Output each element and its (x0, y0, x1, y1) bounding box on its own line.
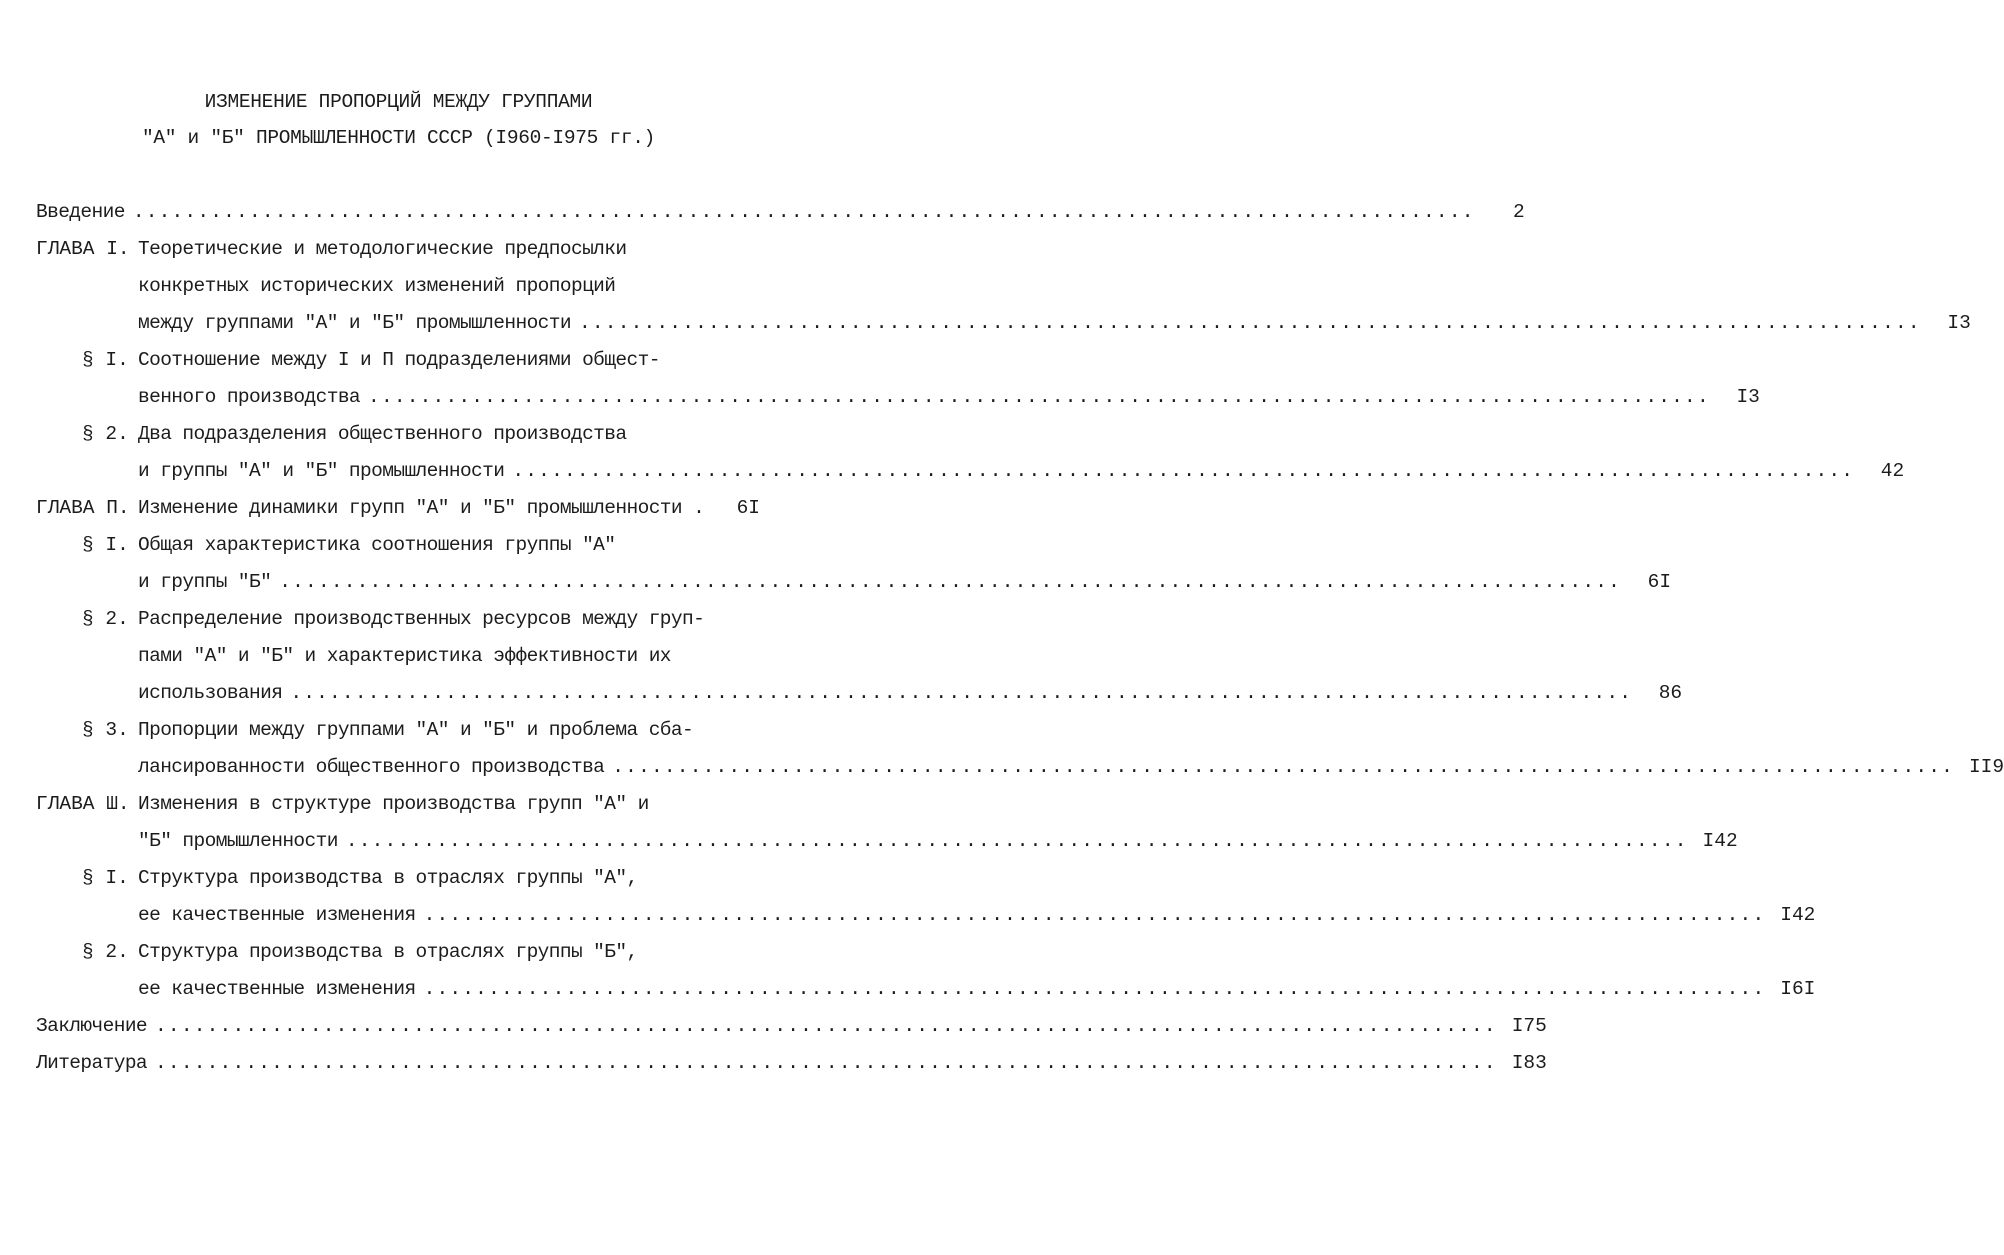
page-number: I42 (1702, 830, 1738, 852)
toc-entry-continuation (36, 379, 1760, 416)
toc-entry-text: Теоретические и методологические предпосылки (138, 238, 627, 260)
toc-entry-text: Структура производства в отраслях группы "Б", (138, 941, 638, 963)
dot-leader: ........................................................................................................ (279, 571, 1622, 593)
toc-entry-text: между группами "А" и "Б" промышленности (138, 312, 571, 334)
page-number: 6I (1647, 571, 1672, 593)
dot-leader: ........................................................................................................ (155, 1015, 1497, 1037)
dot-leader: ........................................................................................................ (368, 386, 1710, 408)
page-number: I3 (1947, 312, 1971, 334)
dot-leader: ........................................................................................................ (132, 201, 1475, 223)
page-number: 6I (736, 497, 760, 519)
dot-leader: ........................................................................................................ (423, 904, 1766, 926)
toc-entry-chapter-3 (36, 786, 760, 823)
toc-entry-text: Изменения в структуре производства групп "А" и (138, 793, 649, 815)
dot-leader: ........................................................................................................ (345, 830, 1688, 852)
toc-entry-text: "Б" промышленности (138, 830, 338, 852)
toc-entry-continuation (36, 675, 1683, 712)
title-line-1: ИЗМЕНЕНИЕ ПРОПОРЦИЙ МЕЖДУ ГРУППАМИ (204, 91, 593, 113)
toc-entry-text: Два подразделения общественного производства (138, 423, 627, 445)
chapter-label: ГЛАВА П. (36, 497, 130, 519)
toc-entry-text: пами "А" и "Б" и характеристика эффективности их (138, 645, 671, 667)
toc-entry-text: Изменение динамики групп "А" и "Б" промышленности . (138, 497, 705, 519)
toc-entry-text: ее качественные изменения (138, 904, 416, 926)
document-title (0, 84, 797, 156)
page-number: I83 (1511, 1052, 1547, 1074)
title-line-2: "А" и "Б" ПРОМЫШЛЕННОСТИ СССР (I960-I975 гг.) (141, 127, 656, 149)
section-label: § I. (82, 867, 129, 889)
toc-entry-continuation (36, 638, 760, 675)
dot-leader: ........................................................................................................ (155, 1052, 1497, 1074)
toc-entry-text: Соотношение между I и П подразделениями общест- (138, 349, 660, 371)
toc-entry-literature (36, 1045, 1547, 1082)
toc-entry-intro (36, 194, 1525, 231)
toc-entry-continuation (36, 268, 760, 305)
toc-entry-chapter-2 (36, 490, 760, 527)
toc-entry-text: Структура производства в отраслях группы "А", (138, 867, 638, 889)
toc-entry-continuation (36, 971, 1816, 1008)
toc-entry-continuation (36, 749, 2004, 786)
toc-entry-section-3-1 (36, 860, 760, 897)
toc-entry-section-1-2 (36, 416, 760, 453)
dot-leader: ........................................................................................................ (578, 312, 1921, 334)
dot-leader: ........................................................................................................ (290, 682, 1633, 704)
section-label: § 3. (82, 719, 129, 741)
chapter-label: ГЛАВА I. (36, 238, 130, 260)
page-number: I75 (1511, 1015, 1547, 1037)
toc-entry-text: использования (138, 682, 283, 704)
toc-entry-section-3-2 (36, 934, 760, 971)
toc-entry-section-2-3 (36, 712, 760, 749)
table-of-contents (36, 194, 2004, 1082)
toc-entry-text: Заключение (36, 1015, 148, 1037)
page-number: I42 (1780, 904, 1816, 926)
toc-entry-chapter-1 (36, 231, 760, 268)
page-number: II9 (1968, 756, 2004, 778)
toc-entry-section-2-2 (36, 601, 760, 638)
toc-entry-text: и группы "А" и "Б" промышленности (138, 460, 505, 482)
section-label: § I. (82, 534, 129, 556)
page-number: I6I (1780, 978, 1816, 1000)
toc-entry-continuation (36, 305, 1971, 342)
page-number: 86 (1658, 682, 1683, 704)
chapter-label: ГЛАВА Ш. (36, 793, 130, 815)
toc-entry-text: конкретных исторических изменений пропорций (138, 275, 616, 297)
toc-entry-text: и группы "Б" (138, 571, 272, 593)
section-label: § 2. (82, 423, 129, 445)
toc-entry-text: ее качественные изменения (138, 978, 416, 1000)
toc-entry-section-1-1 (36, 342, 760, 379)
toc-entry-text: Пропорции между группами "А" и "Б" и проблема сба- (138, 719, 694, 741)
toc-entry-continuation (36, 897, 1816, 934)
page-number: 42 (1880, 460, 1905, 482)
page-number: I3 (1736, 386, 1760, 408)
toc-entry-continuation (36, 823, 1738, 860)
dot-leader: ........................................................................................................ (512, 460, 1855, 482)
dot-leader: ........................................................................................................ (423, 978, 1766, 1000)
toc-entry-text: венного производства (138, 386, 361, 408)
section-label: § 2. (82, 941, 129, 963)
toc-entry-text: Литература (36, 1052, 148, 1074)
toc-entry-continuation (36, 453, 1905, 490)
toc-entry-text: Введение (36, 201, 125, 223)
dot-leader: ........................................................................................................ (612, 756, 1955, 778)
toc-entry-text: Общая характеристика соотношения группы "А" (138, 534, 616, 556)
section-label: § 2. (82, 608, 129, 630)
toc-entry-text: Распределение производственных ресурсов между груп- (138, 608, 705, 630)
section-label: § I. (82, 349, 129, 371)
page-number: 2 (1512, 201, 1525, 223)
toc-entry-continuation (36, 564, 1672, 601)
toc-entry-section-2-1 (36, 527, 760, 564)
toc-entry-text: лансированности общественного производства (138, 756, 605, 778)
toc-entry-conclusion (36, 1008, 1547, 1045)
